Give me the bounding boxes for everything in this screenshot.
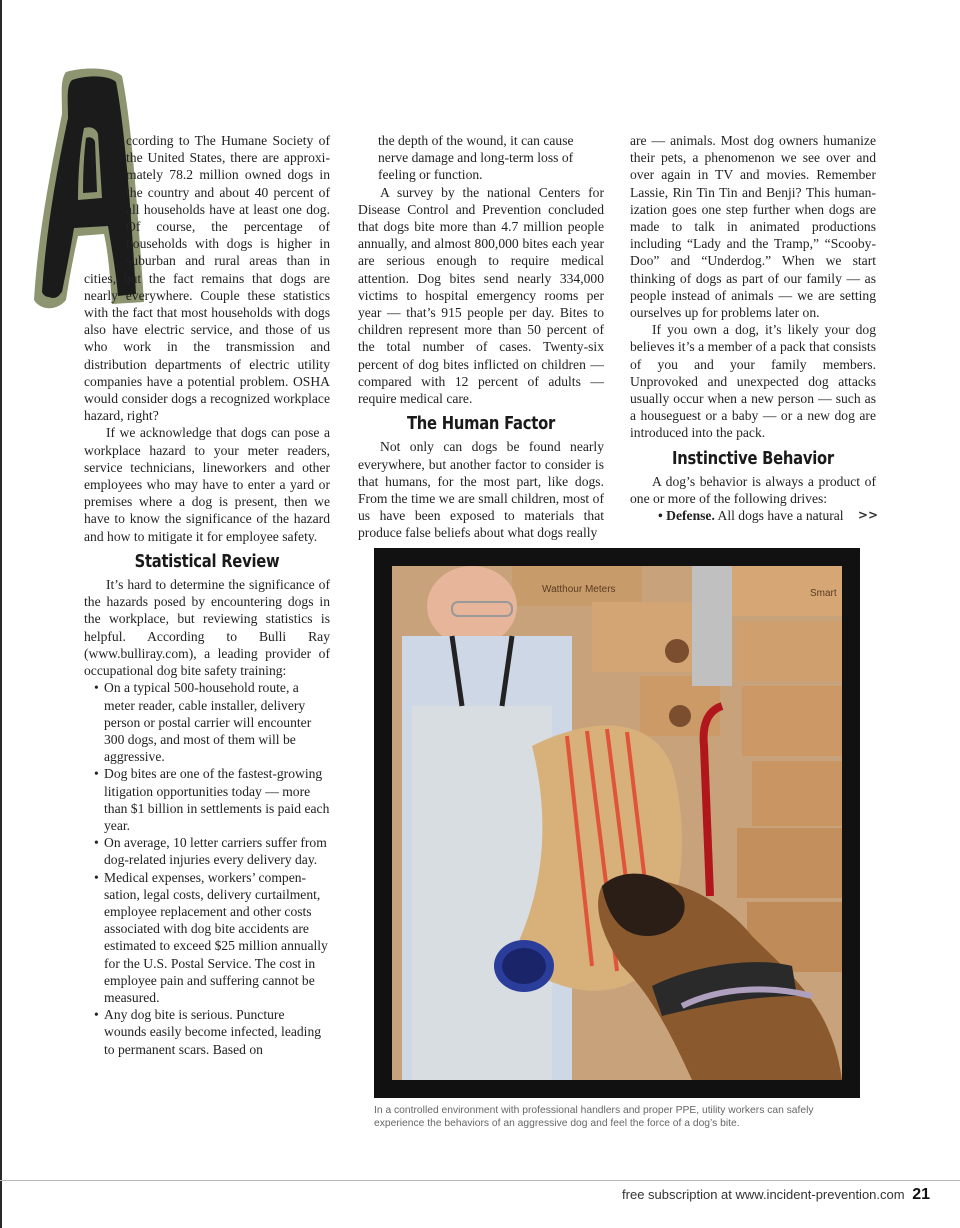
defense-label: • Defense.: [658, 508, 715, 524]
list-item: • Any dog bite is serious. Puncture wounds easily become infected, leading to permanent scars. Based on: [104, 1006, 330, 1058]
photo-caption: In a controlled environment with professional handlers and proper PPE, utility workers can safely experience the behaviors of an aggressive dog and feel the force of a dog’s bite.: [374, 1105, 814, 1129]
paragraph-humanize: are — animals. Most dog owners humanize their pets, a phenomenon we see over and over again in TV and movies. Remember Lassie, Rin Tin Tin and Benji? This humanization goes one step further when dogs are made to talk in animated productions including “Lady and the Tramp,” “Scooby-Doo” and “Underdog.” When we start thinking of dogs as part of our family — as people instead of animals — we are setting ourselves up for problems later on.: [630, 133, 876, 321]
paragraph-intro: ccording to The Humane Society of the United States, there are approximately 78.2 million owned dogs in the country and about 40 percent of all households have at least one dog. Of course, the percentage of households with dogs is higher in suburban and rural areas than in cities, but the fact remains that dogs are nearly everywhere. Couple these statistics with the fact that most households with dogs also have electric service, and those of us who work in the transmission and distribution departments of electric utility companies have a potential problem. OSHA would consider dogs a recognized workplace hazard, right?: [84, 133, 330, 424]
paragraph-defense: [630, 507, 876, 524]
page-edge-rule: [0, 0, 2, 1228]
heading-instinctive-behavior: Instinctive Behavior: [672, 447, 834, 469]
list-item: • Medical expenses, workers’ compensation, legal costs, delivery curtailment, employee replacement and other costs associated with dog bite accidents are estimated to exceed $25 million annually for the U.S. Postal Service. The cost in employee pain and suffering cannot be measured.: [104, 869, 330, 1007]
paragraph-human-factor: Not only can dogs be found nearly everywhere, but another factor to consider is that humans, for the most part, like dogs. From the time we are small children, most of us have been exposed to materials that produce false beliefs about what dogs really: [358, 439, 604, 541]
page-number: 21: [912, 1186, 930, 1203]
article-column-2: [358, 132, 604, 542]
statistics-bullet-list: [84, 679, 330, 1057]
paragraph-drives: A dog’s behavior is always a product of one or more of the following drives:: [630, 473, 876, 507]
paragraph-cdc-survey: A survey by the national Centers for Disease Control and Prevention concluded that dogs bite more than 4.7 million people annually, and almost 800,000 bites each year are serious enough to require medical attention. Dog bites send nearly 334,000 victims to hospital emergency rooms per year — that’s 915 people per day. Bites to children represent more than 50 percent of the total number of cases. Twenty-six percent of dog bites inflicted on children — compared with 12 percent of adults — require medical care.: [358, 184, 604, 407]
article-column-1: [26, 64, 330, 1058]
defense-text: All dogs have a natural: [714, 508, 844, 524]
paragraph-acknowledge: If we acknowledge that dogs can pose a workplace hazard to your meter readers, service technicians, lineworkers and other employees who may have to enter a yard or premises where a dog is present, then we have to know the significance of the hazard and how to mitigate it for employee safety.: [84, 425, 330, 544]
photo-frame: [374, 548, 860, 1098]
drop-cap-letter: [26, 64, 116, 260]
paragraph-statistics: It’s hard to determine the significance of the hazards posed by encountering dogs in the workplace, but reviewing statistics is helpful. According to Bulli Ray (www.bulliray.com), a leading provider of occupational dog bite safety training:: [84, 577, 330, 679]
continued-arrow-icon: >>: [857, 508, 878, 523]
photo-dog-bite-training: [392, 566, 842, 1080]
footer-subscription-text: free subscription at www.incident-prevention.com: [622, 1187, 905, 1202]
heading-statistical-review: Statistical Review: [134, 550, 280, 572]
box-label-watthour: Watthour Meters: [542, 584, 616, 595]
list-item: • Dog bites are one of the fastest-growing litigation opportunities today — more than $1 billion in settlements is paid each year.: [104, 765, 330, 834]
paragraph-wound-continued: the depth of the wound, it can cause nerve damage and long-term loss of feeling or function.: [378, 133, 574, 183]
paragraph-pack: If you own a dog, it’s likely your dog believes it’s a member of a pack that consists of you and your family members. Unprovoked and unexpected dog attacks usually occur when a new person — such as a houseguest or a baby — or a new dog are introduced into the pack.: [630, 322, 876, 441]
list-item: • On a typical 500-household route, a meter reader, cable installer, delivery person or postal carrier will encounter 300 dogs, and most of them will be aggressive.: [104, 679, 330, 765]
heading-human-factor: The Human Factor: [406, 413, 556, 435]
drop-cap-text: A: [26, 64, 27, 65]
article-column-3: [630, 132, 876, 524]
page-footer: [622, 1186, 930, 1204]
list-item: • On average, 10 letter carriers suffer from dog-related injuries every delivery day.: [104, 834, 330, 868]
box-label-smart: Smart: [810, 588, 837, 599]
footer-divider: [0, 1180, 960, 1181]
